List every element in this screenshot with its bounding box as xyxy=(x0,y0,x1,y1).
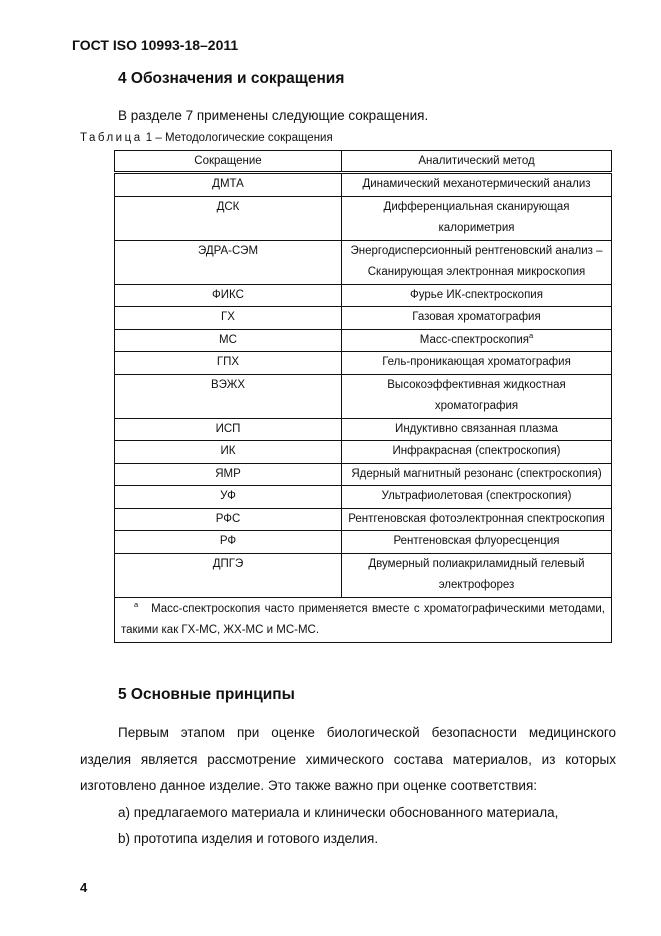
abbreviations-table xyxy=(114,150,612,643)
method-text: Инфракрасная (спектроскопия) xyxy=(392,445,561,457)
table-row xyxy=(115,531,612,554)
method-cell xyxy=(342,463,612,486)
abbreviation-cell: ИСП xyxy=(115,418,342,441)
abbreviation-cell: РФС xyxy=(115,508,342,531)
table-row xyxy=(115,418,612,441)
abbreviation-cell: ЭДРА-СЭМ xyxy=(115,240,342,284)
method-text: Фурье ИК-спектроскопия xyxy=(410,288,543,301)
method-text: Газовая хроматография xyxy=(412,311,541,323)
page-number: 4 xyxy=(80,880,88,895)
abbreviation-cell: ДМТА xyxy=(115,173,342,197)
list-item: а) предлагаемого материала и клинически обоснованного материала, xyxy=(118,804,559,820)
abbreviation-cell: ВЭЖХ xyxy=(115,374,342,418)
method-cell xyxy=(342,508,612,531)
abbreviation-cell: ГХ xyxy=(115,307,342,330)
method-text: Рентгеновская фотоэлектронная спектроскопия xyxy=(348,512,605,525)
method-text: Рентгеновская флуоресценция xyxy=(393,535,560,547)
table-row xyxy=(115,352,612,375)
table-row xyxy=(115,196,612,240)
section-4-intro: В разделе 7 применены следующие сокращения. xyxy=(118,108,429,123)
table-row xyxy=(115,486,612,509)
abbreviation-cell: ГПХ xyxy=(115,352,342,375)
table-row xyxy=(115,173,612,197)
method-text: Ультрафиолетовая (спектроскопия) xyxy=(381,490,572,502)
method-cell xyxy=(342,284,612,307)
table-row xyxy=(115,307,612,330)
method-cell xyxy=(342,196,612,240)
table-footnote xyxy=(115,597,612,642)
section-4-title: 4 Обозначения и сокращения xyxy=(118,70,345,87)
abbreviation-cell: ЯМР xyxy=(115,463,342,486)
method-cell xyxy=(342,240,612,284)
table-row xyxy=(115,553,612,597)
table-row xyxy=(115,329,612,352)
abbreviation-cell: ДПГЭ xyxy=(115,553,342,597)
footnote-text: Масс-спектроскопия часто применяется вместе с хроматографическими методами, такими как ГХ-МС, ЖХ-МС и МС-МС. xyxy=(121,602,605,636)
table-caption-label: Таблица xyxy=(80,132,143,144)
method-cell xyxy=(342,352,612,375)
abbreviation-cell: РФ xyxy=(115,531,342,554)
method-cell xyxy=(342,531,612,554)
method-text: Ядерный магнитный резонанс (спектроскопия) xyxy=(351,467,602,480)
method-text: Дифференциальная сканирующая калориметрия xyxy=(383,200,570,234)
abbreviation-cell: УФ xyxy=(115,486,342,509)
section-5-paragraph: Первым этапом при оценке биологической безопасности медицинского изделия является рассмотрение химического состава материалов, из которых изготовлено данное изделие. Это также важно при оценке соответствия: xyxy=(80,725,616,793)
column-header-abbreviation: Сокращение xyxy=(115,151,342,173)
method-cell xyxy=(342,173,612,197)
abbreviation-cell: ИК xyxy=(115,441,342,464)
footnote-mark: а xyxy=(133,599,139,609)
section-5-title: 5 Основные принципы xyxy=(118,686,295,703)
method-cell xyxy=(342,374,612,418)
method-cell xyxy=(342,441,612,464)
method-text: Двумерный полиакриламидный гелевый электрофорез xyxy=(368,557,585,591)
table-row xyxy=(115,240,612,284)
method-text: Масс-спектроскопия xyxy=(419,333,530,346)
method-cell xyxy=(342,553,612,597)
method-text: Энергодисперсионный рентгеновский анализ – Сканирующая электронная микроскопия xyxy=(350,244,603,278)
table-row xyxy=(115,508,612,531)
abbreviation-cell: ДСК xyxy=(115,196,342,240)
column-header-method: Аналитический метод xyxy=(342,151,612,173)
table-footnote-row xyxy=(115,597,612,642)
table-row xyxy=(115,374,612,418)
method-cell xyxy=(342,486,612,509)
method-cell xyxy=(342,329,612,352)
method-text: Индуктивно связанная плазма xyxy=(395,422,558,435)
abbreviation-cell: ФИКС xyxy=(115,284,342,307)
method-text: Динамический механотермический анализ xyxy=(362,178,591,190)
abbreviation-cell: МС xyxy=(115,329,342,352)
table-body xyxy=(115,173,612,598)
method-text: Гель-проникающая хроматография xyxy=(382,356,571,368)
table-header-row xyxy=(115,151,612,173)
table-caption-text: 1 – Методологические сокращения xyxy=(142,132,333,144)
table-caption xyxy=(80,132,333,144)
method-text: Высокоэффективная жидкостная хроматография xyxy=(387,378,566,412)
table-row xyxy=(115,284,612,307)
method-cell xyxy=(342,307,612,330)
document-header: ГОСТ ISO 10993-18–2011 xyxy=(72,37,239,53)
method-cell xyxy=(342,418,612,441)
list-item: b) прототипа изделия и готового изделия. xyxy=(118,831,379,846)
section-5-body xyxy=(80,720,616,853)
table-row xyxy=(115,463,612,486)
table-row xyxy=(115,441,612,464)
footnote-reference: а xyxy=(529,330,534,340)
